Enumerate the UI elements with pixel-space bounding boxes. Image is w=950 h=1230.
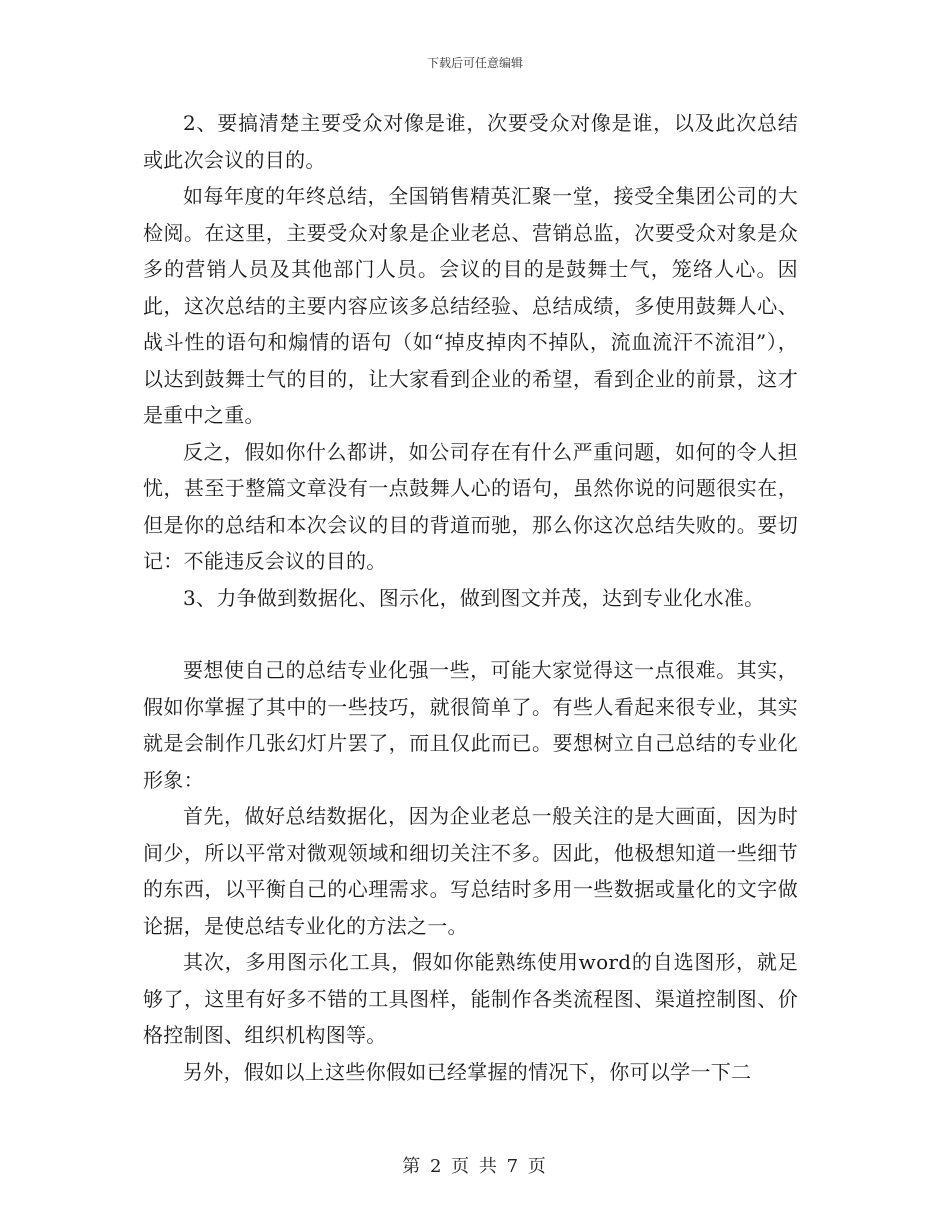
paragraph-counter-example: 反之，假如你什么都讲，如公司存在有什么严重问题，如何的令人担忧，甚至于整篇文章没有一点鼓舞人心的语句，虽然你说的问题很实在，但是你的总结和本次会议的目的背道而驰，那么你这次总结失败的。要切记：不能违反会议的目的。: [143, 439, 798, 573]
paragraph-data-visual-heading: 3、力争做到数据化、图示化，做到图文并茂，达到专业化水准。: [183, 585, 765, 610]
paragraph-first-data: 首先，做好总结数据化，因为企业老总一般关注的是大画面，因为时间少，所以平常对微观领域和细切关注不多。因此，他极想知道一些细节的东西，以平衡自己的心理需求。写总结时多用一些数据或量化的文字做论据，是使总结专业化的方法之一。: [143, 804, 798, 938]
paragraph-year-end-example: 如每年度的年终总结，全国销售精英汇聚一堂，接受全集团公司的大检阅。在这里，主要受众对象是企业老总、营销总监，次要受众对象是众多的营销人员及其他部门人员。会议的目的是鼓舞士气，笼络人心。因此，这次总结的主要内容应该多总结经验、总结成绩，多使用鼓舞人心、战斗性的语句和煽情的语句（如“掉皮掉肉不掉队，流血流汗不流泪”），以达到鼓舞士气的目的，让大家看到企业的希望，看到企业的前景，这才是重中之重。: [143, 184, 798, 427]
page-header-note: 下载后可任意编辑: [426, 56, 523, 70]
paragraph-audience-target: 2、要搞清楚主要受众对像是谁，次要受众对像是谁，以及此次总结或此次会议的目的。: [143, 111, 798, 172]
document-body: [143, 105, 798, 1090]
paragraph-second-graphics: 其次，多用图示化工具，假如你能熟练使用word的自选图形，就足够了，这里有好多不错的工具图样，能制作各类流程图、渠道控制图、价格控制图、组织机构图等。: [143, 950, 798, 1047]
page-number-footer: 第 2 页 共 7 页: [402, 1156, 548, 1177]
paragraph-professional-image: 要想使自己的总结专业化强一些，可能大家觉得这一点很难。其实，假如你掌握了其中的一些技巧，就很简单了。有些人看起来很专业，其实就是会制作几张幻灯片罢了，而且仅此而已。要想树立自己总结的专业化形象：: [143, 658, 798, 792]
paragraph-additionally: 另外，假如以上这些你假如已经掌握的情况下，你可以学一下二: [183, 1059, 752, 1084]
